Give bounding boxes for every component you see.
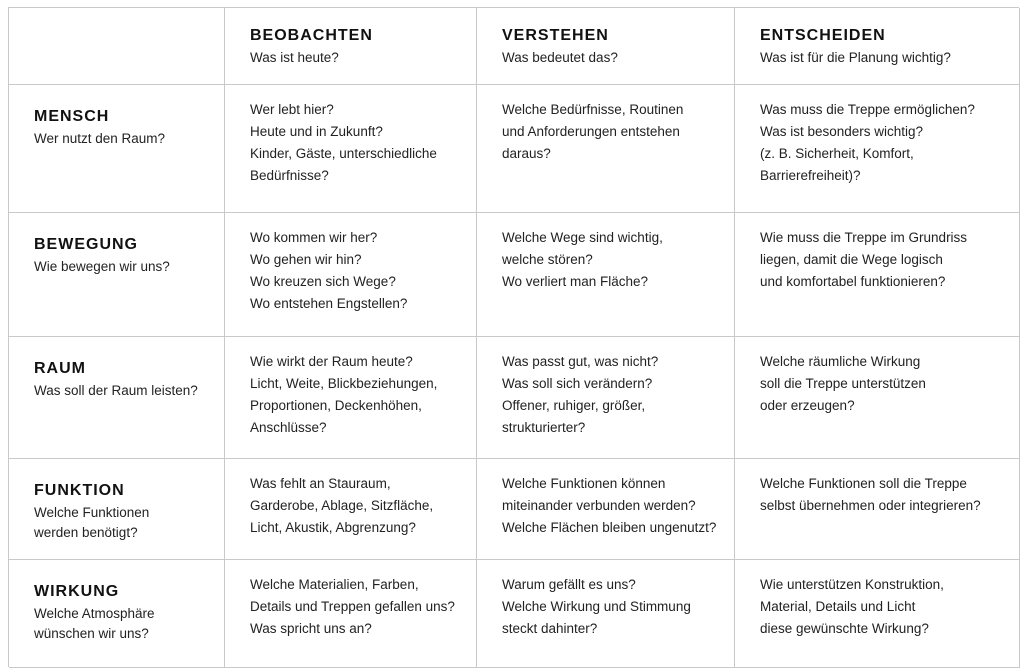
planning-matrix-table (8, 7, 1019, 667)
cell-line: Was fehlt an Stauraum, (250, 476, 391, 491)
cell-line: und komfortabel funktionieren? (760, 274, 946, 289)
cell-line: Welche räumliche Wirkung (760, 354, 921, 369)
cell-line: Welche Funktionen können (502, 476, 666, 491)
cell-mensch-beobachten (225, 85, 477, 213)
cell-line: steckt dahinter? (502, 621, 598, 636)
row-subtitle-line: werden benötigt? (34, 525, 138, 540)
cell-line: Offener, ruhiger, größer, (502, 398, 646, 413)
row-subtitle-line: wünschen wir uns? (34, 626, 149, 641)
column-subtitle: Was ist für die Planung wichtig? (760, 50, 951, 65)
row-subtitle-line: Wer nutzt den Raum? (34, 131, 166, 146)
cell-line: Licht, Weite, Blickbeziehungen, (250, 376, 438, 391)
cell-line: welche stören? (502, 252, 593, 267)
cell-mensch-entscheiden (735, 85, 1020, 213)
cell-raum-entscheiden (735, 337, 1020, 459)
row-header-funktion (9, 459, 225, 560)
cell-bewegung-entscheiden (735, 213, 1020, 337)
cell-line: Bedürfnisse? (250, 168, 329, 183)
row-subtitle-line: Welche Funktionen (34, 505, 150, 520)
row-title: FUNKTION (34, 482, 125, 499)
cell-line: Wie muss die Treppe im Grundriss (760, 230, 968, 245)
cell-line: Was soll sich verändern? (502, 376, 653, 391)
cell-line: Wo entstehen Engstellen? (250, 296, 408, 311)
cell-line: Welche Wege sind wichtig, (502, 230, 663, 245)
cell-line: Welche Wirkung und Stimmung (502, 599, 691, 614)
row-subtitle-line: Was soll der Raum leisten? (34, 383, 198, 398)
row-title: RAUM (34, 360, 86, 377)
cell-line: Anschlüsse? (250, 420, 327, 435)
cell-line: Welche Materialien, Farben, (250, 577, 419, 592)
cell-line: Wo kommen wir her? (250, 230, 378, 245)
cell-line: daraus? (502, 146, 551, 161)
cell-line: (z. B. Sicherheit, Komfort, (760, 146, 914, 161)
header-verstehen (477, 8, 735, 85)
cell-bewegung-beobachten (225, 213, 477, 337)
cell-mensch-verstehen (477, 85, 735, 213)
cell-funktion-verstehen (477, 459, 735, 560)
row-subtitle-line: Welche Atmosphäre (34, 606, 155, 621)
cell-line: Welche Funktionen soll die Treppe (760, 476, 967, 491)
cell-line: Was spricht uns an? (250, 621, 372, 636)
row-subtitle-line: Wie bewegen wir uns? (34, 259, 170, 274)
cell-line: Kinder, Gäste, unterschiedliche (250, 146, 437, 161)
row-title: WIRKUNG (34, 583, 120, 600)
header-corner-cell (9, 8, 225, 85)
cell-bewegung-verstehen (477, 213, 735, 337)
column-title: VERSTEHEN (502, 27, 609, 44)
cell-line: Barrierefreiheit)? (760, 168, 861, 183)
cell-line: Wie wirkt der Raum heute? (250, 354, 413, 369)
cell-line: Heute und in Zukunft? (250, 124, 383, 139)
cell-line: Details und Treppen gefallen uns? (250, 599, 455, 614)
cell-line: soll die Treppe unterstützen (760, 376, 926, 391)
row-header-bewegung (9, 213, 225, 337)
cell-line: Was passt gut, was nicht? (502, 354, 659, 369)
cell-line: Wo verliert man Fläche? (502, 274, 649, 289)
cell-wirkung-verstehen (477, 560, 735, 668)
row-title: BEWEGUNG (34, 236, 138, 253)
cell-line: Proportionen, Deckenhöhen, (250, 398, 422, 413)
cell-line: Was ist besonders wichtig? (760, 124, 924, 139)
cell-line: Garderobe, Ablage, Sitzfläche, (250, 498, 434, 513)
column-title: ENTSCHEIDEN (760, 27, 886, 44)
cell-funktion-beobachten (225, 459, 477, 560)
cell-line: Wo gehen wir hin? (250, 252, 362, 267)
cell-line: diese gewünschte Wirkung? (760, 621, 929, 636)
cell-line: strukturierter? (502, 420, 586, 435)
cell-raum-verstehen (477, 337, 735, 459)
cell-line: oder erzeugen? (760, 398, 855, 413)
column-title: BEOBACHTEN (250, 27, 373, 44)
column-subtitle: Was ist heute? (250, 50, 339, 65)
cell-line: liegen, damit die Wege logisch (760, 252, 943, 267)
cell-line: Wer lebt hier? (250, 102, 334, 117)
row-title: MENSCH (34, 108, 110, 125)
cell-line: selbst übernehmen oder integrieren? (760, 498, 981, 513)
cell-line: Welche Bedürfnisse, Routinen (502, 102, 684, 117)
cell-line: Licht, Akustik, Abgrenzung? (250, 520, 416, 535)
cell-line: miteinander verbunden werden? (502, 498, 696, 513)
cell-line: Wo kreuzen sich Wege? (250, 274, 396, 289)
cell-line: Wie unterstützen Konstruktion, (760, 577, 944, 592)
cell-line: Welche Flächen bleiben ungenutzt? (502, 520, 717, 535)
cell-line: Was muss die Treppe ermöglichen? (760, 102, 975, 117)
cell-wirkung-beobachten (225, 560, 477, 668)
cell-wirkung-entscheiden (735, 560, 1020, 668)
cell-line: und Anforderungen entstehen (502, 124, 680, 139)
cell-funktion-entscheiden (735, 459, 1020, 560)
row-header-raum (9, 337, 225, 459)
cell-line: Warum gefällt es uns? (502, 577, 636, 592)
cell-line: Material, Details und Licht (760, 599, 916, 614)
row-header-wirkung (9, 560, 225, 668)
cell-raum-beobachten (225, 337, 477, 459)
header-beobachten (225, 8, 477, 85)
header-entscheiden (735, 8, 1020, 85)
row-header-mensch (9, 85, 225, 213)
column-subtitle: Was bedeutet das? (502, 50, 618, 65)
